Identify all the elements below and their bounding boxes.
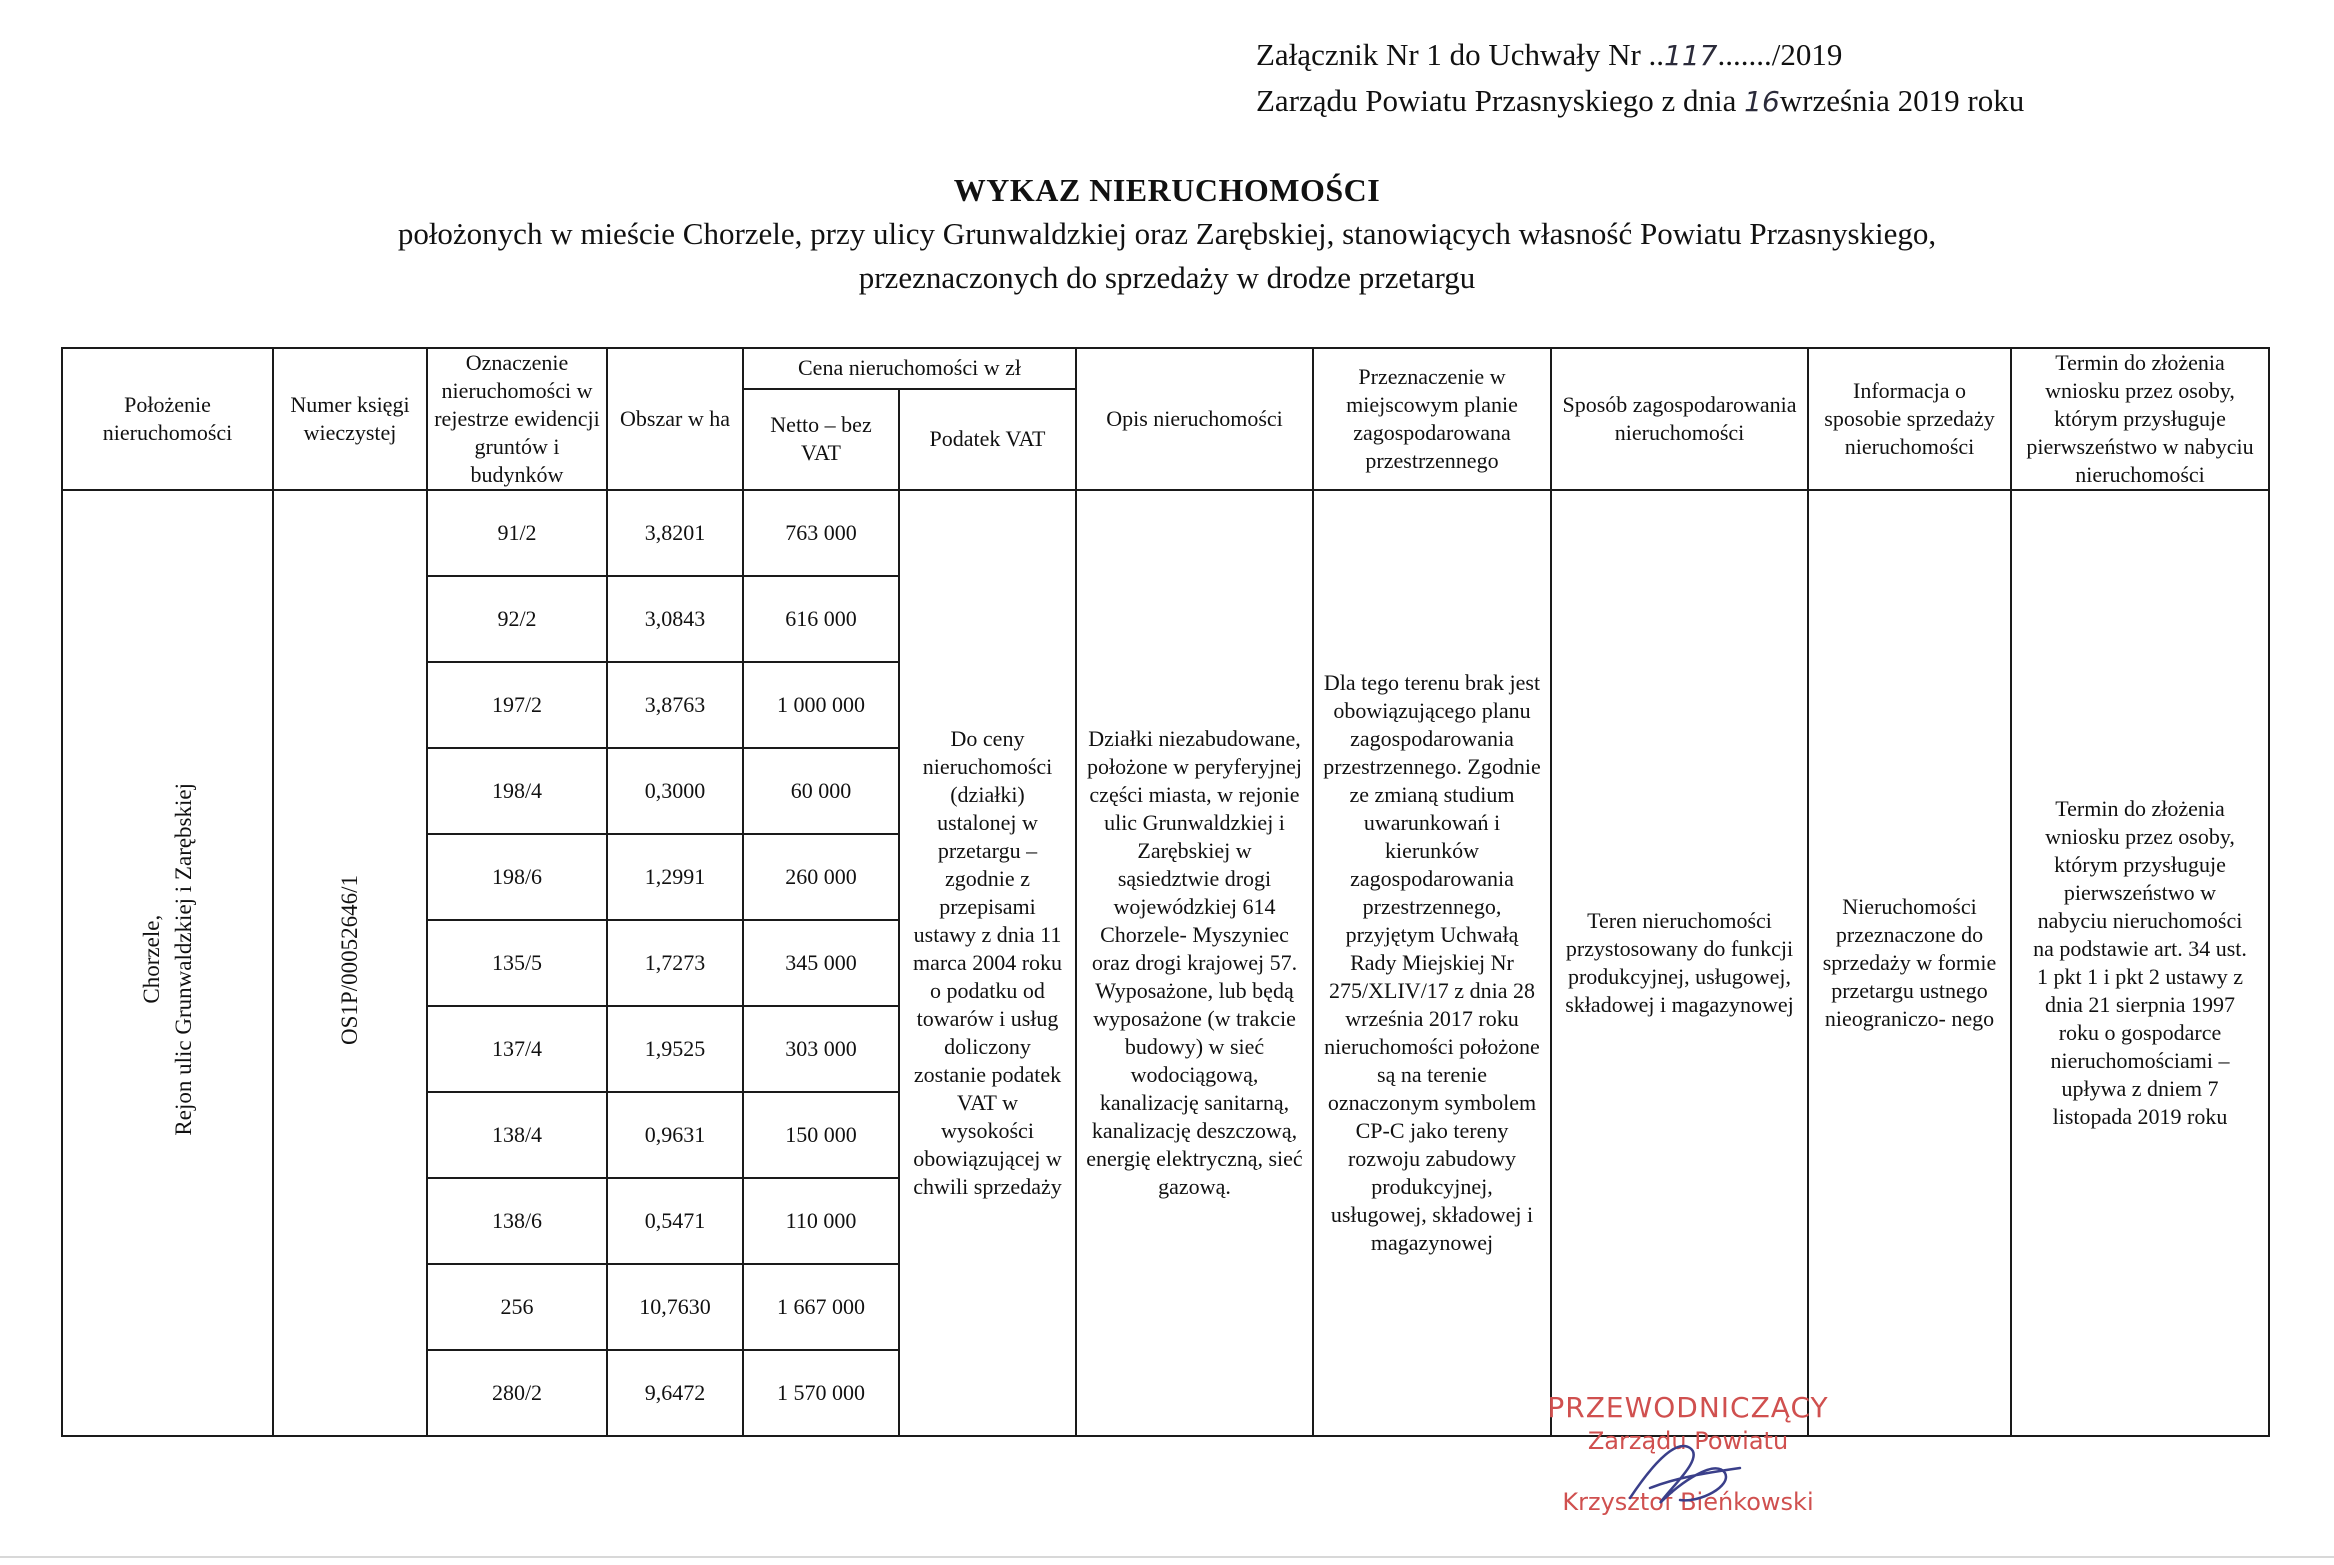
header-development: Sposób zagospodarowania nieruchomości: [1551, 348, 1808, 490]
parcel-net: 150 000: [743, 1092, 899, 1178]
sale-info-cell: Nieruchomości przeznaczone do sprzedaży w formie przetargu ustnego nieograniczo- nego: [1808, 490, 2011, 1436]
location-cell: [62, 490, 273, 1436]
description-cell: Działki niezabudowane, położone w peryferyjnej części miasta, w rejonie ulic Grunwaldzkiej i Zarębskiej w sąsiedztwie drogi wojewódzkiej 614 Chorzele- Myszyniec oraz drogi krajowej 57. Wyposażone, lub będą wyposażone (w trakcie budowy) w sieć wodociągową, kanalizację sanitarną, kanalizację deszczową, energię elektryczną, sieć gazową.: [1076, 490, 1313, 1436]
attachment-note: [1256, 32, 2024, 124]
header-deadline: Termin do złożenia wniosku przez osoby, którym przysługuje pierwszeństwo w nabyciu nieruchomości: [2011, 348, 2269, 490]
header-description: Opis nieruchomości: [1076, 348, 1313, 490]
header-sale-info: Informacja o sposobie sprzedaży nieruchomości: [1808, 348, 2011, 490]
parcel-area: 1,9525: [607, 1006, 743, 1092]
book-number: OS1P/00052646/1: [337, 874, 362, 1045]
parcel-area: 3,0843: [607, 576, 743, 662]
attachment-line-1: [1256, 32, 2024, 78]
board-date-prefix: Zarządu Powiatu Przasnyskiego z dnia: [1256, 83, 1745, 118]
handwritten-signature: [1620, 1428, 1750, 1518]
board-date-suffix: września 2019 roku: [1779, 83, 2025, 118]
resolution-number-handwritten: 117: [1664, 39, 1718, 72]
header-row-1: [62, 348, 2269, 389]
document-heading: [0, 168, 2334, 300]
header-designation: Oznaczenie nieruchomości w rejestrze ewidencji gruntów i budynków: [427, 348, 607, 490]
deadline-cell: Termin do złożenia wniosku przez osoby, którym przysługuje pierwszeństwo w nabyciu nieruchomości na podstawie art. 34 ust. 1 pkt 1 i pkt 2 ustawy z dnia 21 sierpnia 1997 roku o gospodarce nieruchomościami – upływa z dniem 7 listopada 2019 roku: [2011, 490, 2269, 1436]
parcel-area: 1,7273: [607, 920, 743, 1006]
stamp-title: PRZEWODNICZĄCY: [1547, 1391, 1829, 1424]
parcel-area: 0,9631: [607, 1092, 743, 1178]
header-book-number: Numer księgi wieczystej: [273, 348, 427, 490]
property-table: [61, 347, 2270, 1437]
parcel-designation: 197/2: [427, 662, 607, 748]
parcel-designation: 280/2: [427, 1350, 607, 1436]
parcel-designation: 138/4: [427, 1092, 607, 1178]
table-row: [62, 490, 2269, 576]
parcel-net: 60 000: [743, 748, 899, 834]
parcel-area: 0,5471: [607, 1178, 743, 1264]
location-text: [136, 783, 200, 1136]
header-price-group: Cena nieruchomości w zł: [743, 348, 1076, 389]
header-vat: Podatek VAT: [899, 389, 1076, 490]
attachment-prefix: Załącznik Nr 1 do Uchwały Nr ..: [1256, 37, 1665, 72]
header-location: Położenie nieruchomości: [62, 348, 273, 490]
day-handwritten: 16: [1744, 85, 1780, 118]
parcel-area: 3,8763: [607, 662, 743, 748]
page-bottom-edge: [0, 1556, 2334, 1558]
header-area: Obszar w ha: [607, 348, 743, 490]
development-cell: Teren nieruchomości przystosowany do funkcji produkcyjnej, usługowej, składowej i magazynowej: [1551, 490, 1808, 1436]
parcel-designation: 137/4: [427, 1006, 607, 1092]
parcel-net: 260 000: [743, 834, 899, 920]
parcel-designation: 198/4: [427, 748, 607, 834]
parcel-net: 110 000: [743, 1178, 899, 1264]
header-net: Netto – bez VAT: [743, 389, 899, 490]
parcel-designation: 135/5: [427, 920, 607, 1006]
parcel-net: 616 000: [743, 576, 899, 662]
vat-cell: Do ceny nieruchomości (działki) ustalonej w przetargu – zgodnie z przepisami ustawy z dnia 11 marca 2004 roku o podatku od towarów i usług doliczony zostanie podatek VAT w wysokości obowiązującej w chwili sprzedaży: [899, 490, 1076, 1436]
document-title: WYKAZ NIERUCHOMOŚCI: [953, 172, 1381, 208]
document-subtitle-2: przeznaczonych do sprzedaży w drodze przetargu: [858, 260, 1476, 295]
parcel-net: 1 570 000: [743, 1350, 899, 1436]
location-city: Chorzele,: [138, 915, 164, 1004]
attachment-year: ......./2019: [1717, 37, 1843, 72]
parcel-area: 1,2991: [607, 834, 743, 920]
parcel-area: 3,8201: [607, 490, 743, 576]
parcel-net: 1 667 000: [743, 1264, 899, 1350]
parcel-designation: 198/6: [427, 834, 607, 920]
stamp-organization: Zarządu Powiatu: [1587, 1427, 1789, 1455]
attachment-line-2: [1256, 78, 2024, 124]
purpose-cell: Dla tego terenu brak jest obowiązującego planu zagospodarowania przestrzennego. Zgodnie ze zmianą studium uwarunkowań i kierunków zagospodarowania przestrzennego, przyjętym Uchwałą Rady Miejskiej Nr 275/XLIV/17 z dnia 28 września 2017 roku nieruchomości położone są na terenie oznaczonym symbolem CP-C jako tereny rozwoju zabudowy produkcyjnej, usługowej, składowej i magazynowej: [1313, 490, 1551, 1436]
header-purpose: Przeznaczenie w miejscowym planie zagospodarowana przestrzennego: [1313, 348, 1551, 490]
parcel-designation: 256: [427, 1264, 607, 1350]
parcel-net: 345 000: [743, 920, 899, 1006]
parcel-designation: 92/2: [427, 576, 607, 662]
parcel-net: 1 000 000: [743, 662, 899, 748]
document-subtitle-1: położonych w mieście Chorzele, przy ulicy Grunwaldzkiej oraz Zarębskiej, stanowiących własność Powiatu Przasnyskiego,: [397, 216, 1937, 251]
parcel-designation: 138/6: [427, 1178, 607, 1264]
parcel-net: 763 000: [743, 490, 899, 576]
parcel-area: 9,6472: [607, 1350, 743, 1436]
parcel-net: 303 000: [743, 1006, 899, 1092]
book-number-cell: [273, 490, 427, 1436]
parcel-area: 10,7630: [607, 1264, 743, 1350]
parcel-area: 0,3000: [607, 748, 743, 834]
stamp-name: Krzysztof Bieńkowski: [1562, 1488, 1814, 1516]
parcel-designation: 91/2: [427, 490, 607, 576]
location-streets: Rejon ulic Grunwaldzkiej i Zarębskiej: [170, 783, 196, 1136]
